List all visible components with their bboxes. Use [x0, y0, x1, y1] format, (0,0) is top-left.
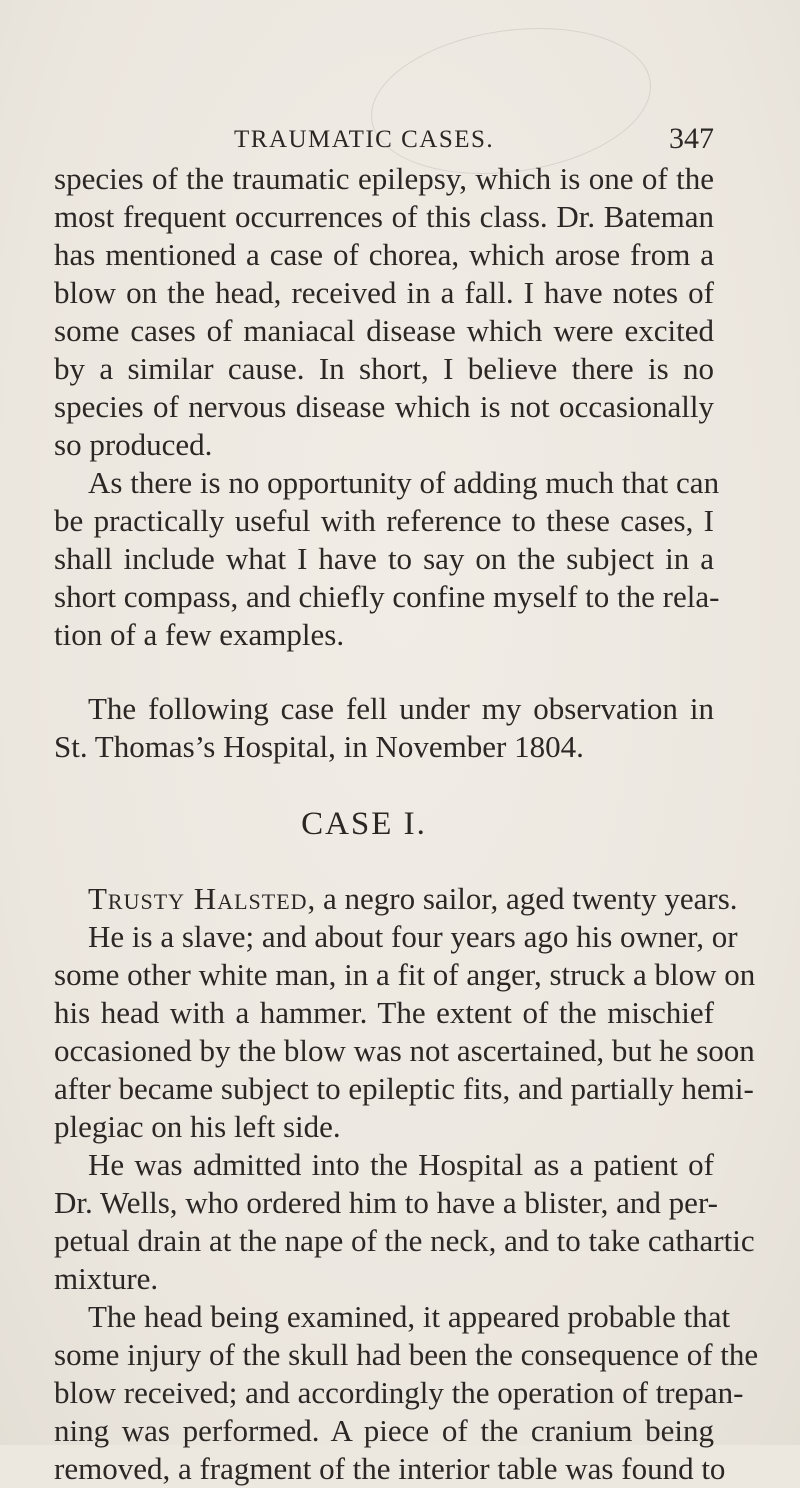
text-line: The following case fell under my observation in — [88, 691, 714, 726]
text-line: some other white man, in a fit of anger, struck a blow on — [54, 957, 756, 992]
case-patient-name: Trusty Halsted — [88, 881, 308, 916]
paragraph-gap — [54, 844, 714, 880]
text-line: species of the traumatic epilepsy, which is one of the — [54, 161, 714, 196]
text-line: He was admitted into the Hospital as a patient of — [88, 1147, 714, 1182]
page-number: 347 — [669, 122, 714, 155]
case-intro-line — [54, 880, 738, 918]
text-line: occasioned by the blow was not ascertained, but he soon — [54, 1033, 755, 1068]
text-line: St. Thomas’s Hospital, in November 1804. — [54, 729, 584, 764]
text-line: most frequent occurrences of this class. Dr. Bateman — [54, 199, 714, 234]
text-line: The head being examined, it appeared probable that — [88, 1299, 731, 1334]
text-line: He is a slave; and about four years ago his owner, or — [88, 919, 738, 954]
text-line: some cases of maniacal disease which were excited — [54, 313, 714, 348]
text-line: so produced. — [54, 427, 213, 462]
text-line: shall include what I have to say on the subject in a — [54, 541, 714, 576]
text-line: blow received; and accordingly the operation of trepan- — [54, 1375, 744, 1410]
page-header — [234, 122, 714, 162]
text-line: plegiac on his left side. — [54, 1109, 341, 1144]
text-line: by a similar cause. In short, I believe there is no — [54, 351, 714, 386]
text-line: has mentioned a case of chorea, which arose from a — [54, 237, 714, 272]
text-line: removed, a fragment of the interior table was found to — [54, 1451, 726, 1486]
text-line: petual drain at the nape of the neck, and to take cathartic — [54, 1223, 755, 1258]
case-heading: CASE I. — [301, 806, 427, 842]
case-intro-rest: , a negro sailor, aged twenty years. — [307, 881, 738, 916]
text-line: blow on the head, received in a fall. I have notes of — [54, 275, 714, 310]
paragraph-gap — [54, 654, 714, 690]
text-line: Dr. Wells, who ordered him to have a blister, and per- — [54, 1185, 718, 1220]
text-line: species of nervous disease which is not occasionally — [54, 389, 714, 424]
text-line: ning was performed. A piece of the cranium being — [54, 1413, 714, 1448]
text-line: tion of a few examples. — [54, 617, 345, 652]
text-line: some injury of the skull had been the consequence of the — [54, 1337, 759, 1372]
text-line: be practically useful with reference to these cases, I — [54, 503, 714, 538]
body-text — [54, 160, 759, 1488]
text-line: mixture. — [54, 1261, 159, 1296]
running-head: TRAUMATIC CASES. — [234, 126, 495, 153]
text-line: his head with a hammer. The extent of the mischief — [54, 995, 714, 1030]
text-line: after became subject to epileptic fits, and partially hemi- — [54, 1071, 754, 1106]
paragraph-gap — [54, 766, 714, 804]
text-line: As there is no opportunity of adding much that can — [88, 465, 720, 500]
text-line: short compass, and chiefly confine myself to the rela- — [54, 579, 720, 614]
